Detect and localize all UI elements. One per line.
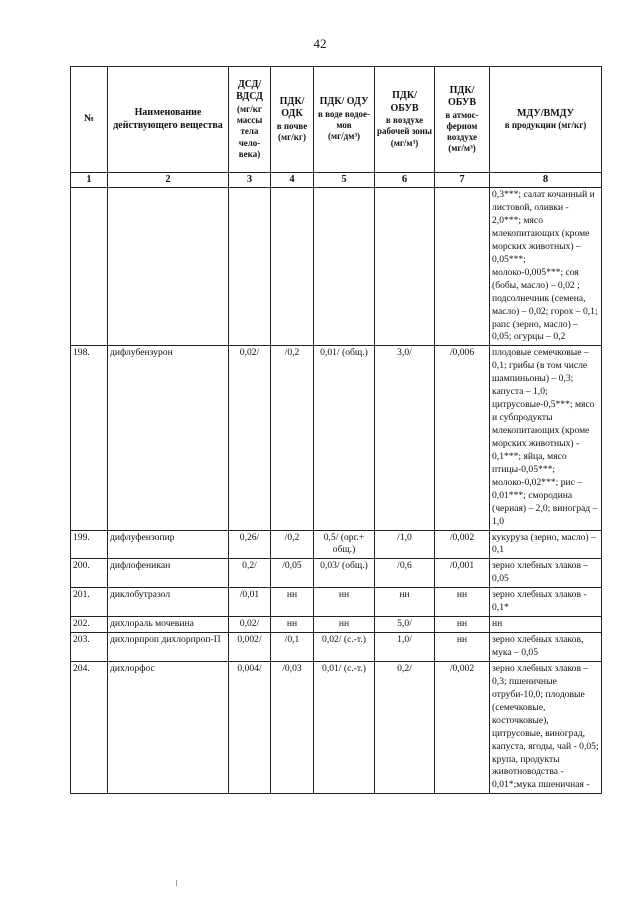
row-number: 198. (71, 346, 108, 530)
work-air-value (375, 188, 435, 346)
header-work-air-title: ПДК/ ОБУВ (390, 90, 419, 114)
header-soil-medium: в почве (276, 120, 308, 131)
soil-value: /0,2 (271, 530, 314, 559)
adi-value: 0,004/ (229, 661, 271, 793)
adi-value: 0,002/ (229, 633, 271, 662)
column-number: 8 (490, 173, 602, 188)
row-number (71, 188, 108, 346)
atm-air-value: /0,006 (435, 346, 490, 530)
substance-name: дифлубензурон (108, 346, 229, 530)
work-air-value: нн (375, 588, 435, 617)
water-value: 0,02/ (с.-т.) (314, 633, 375, 662)
water-value: 0,5/ (орг.+ общ.) (314, 530, 375, 559)
header-adi-title: ДСД/ ВДСД (236, 78, 263, 103)
work-air-value: /1,0 (375, 530, 435, 559)
column-number: 6 (375, 173, 435, 188)
soil-value: нн (271, 617, 314, 633)
soil-value (271, 188, 314, 346)
atm-air-value: нн (435, 588, 490, 617)
header-water (314, 67, 375, 173)
atm-air-value: /0,001 (435, 559, 490, 588)
page-number: 42 (313, 36, 327, 51)
header-water-medium: в воде водое-мов (317, 108, 371, 131)
pesticide-table (70, 66, 602, 794)
header-work-air-unit: (мг/м³) (390, 137, 419, 148)
water-value: 0,03/ (общ.) (314, 559, 375, 588)
table-row (71, 530, 602, 559)
header-atm-air-medium: в атмос-ферном воздухе (445, 109, 479, 142)
substance-name (108, 188, 229, 346)
header-soil-unit: (мг/кг) (278, 132, 306, 142)
table-row (71, 633, 602, 662)
mrl-value: плодовые семечковые – 0,1; грибы (в том числе шампиньоны) – 0,3; капуста – 1,0; цитрусовые-0,5***; мясо и субпродукты млекопитающих (кроме морских животных) - 0,1***; яйца, мясо птицы-0,05***; молоко-0,02***; рис – 0,01***; смородина (черная) – 2,0; виноград – 1,0 (490, 346, 602, 530)
header-work-air-medium: в воздухе рабочей зоны (377, 115, 432, 137)
row-number: 201. (71, 588, 108, 617)
substance-name: дихлорпроп дихлорпроп-П (108, 633, 229, 662)
water-value: 0,01/ (общ.) (314, 346, 375, 530)
header-adi (229, 67, 271, 173)
column-number-row (71, 173, 602, 188)
soil-value: /0,1 (271, 633, 314, 662)
substance-name: дифлуфензопир (108, 530, 229, 559)
row-number: 203. (71, 633, 108, 662)
column-number: 2 (108, 173, 229, 188)
work-air-value: 3,0/ (375, 346, 435, 530)
header-atm-air (435, 67, 490, 173)
mrl-value: зерно хлебных злаков – 0,05 (490, 559, 602, 588)
header-soil (271, 67, 314, 173)
soil-value: /0,2 (271, 346, 314, 530)
header-soil-title: ПДК/ ОДК (279, 95, 305, 120)
table-row (71, 588, 602, 617)
mrl-value: зерно хлебных злаков - 0,1* (490, 588, 602, 617)
table-body (71, 188, 602, 794)
substance-name: дифлофеникан (108, 559, 229, 588)
header-water-title: ПДК/ ОДУ (319, 96, 369, 108)
substance-name: дихлораль мочевина (108, 617, 229, 633)
adi-value: 0,2/ (229, 559, 271, 588)
mrl-value: 0,3***; салат кочанный и листовой, оливки - 2,0***; мясо млекопитающих (кроме морских животных) – 0,05***; молоко-0,005***; соя (бобы, масло) – 0,02 ; подсолнечник (семена, масло) – 0,02; горох – 0,1; рапс (зерно, масло) – 0,05; огурцы – 0,2 (490, 188, 602, 346)
row-number: 199. (71, 530, 108, 559)
row-number: 202. (71, 617, 108, 633)
header-atm-air-title: ПДК/ ОБУВ (447, 84, 477, 108)
header-atm-air-unit: (мг/м³) (448, 143, 476, 154)
header-adi-unit: (мг/кг массы тела чело-века) (236, 103, 263, 159)
scan-mark (176, 880, 177, 886)
atm-air-value: /0,002 (435, 530, 490, 559)
column-number: 3 (229, 173, 271, 188)
adi-value: 0,02/ (229, 617, 271, 633)
table-row (71, 559, 602, 588)
soil-value: /0,03 (271, 661, 314, 793)
column-number: 5 (314, 173, 375, 188)
mrl-value: кукуруза (зерно, масло) – 0,1 (490, 530, 602, 559)
work-air-value: 0,2/ (375, 661, 435, 793)
soil-value: /0,05 (271, 559, 314, 588)
water-value: нн (314, 588, 375, 617)
atm-air-value (435, 188, 490, 346)
water-value (314, 188, 375, 346)
work-air-value: 5,0/ (375, 617, 435, 633)
soil-value: нн (271, 588, 314, 617)
header-mrl (490, 67, 602, 173)
table-row (71, 661, 602, 793)
water-value: 0,01/ (с.-т.) (314, 661, 375, 793)
water-value: нн (314, 617, 375, 633)
header-row (71, 67, 602, 173)
table-row (71, 617, 602, 633)
mrl-value: зерно хлебных злаков, мука – 0,05 (490, 633, 602, 662)
row-number: 200. (71, 559, 108, 588)
header-mrl-unit: в продукции (мг/кг) (504, 120, 587, 131)
header-number: № (71, 67, 108, 173)
column-number: 7 (435, 173, 490, 188)
atm-air-value: нн (435, 633, 490, 662)
work-air-value: /0,6 (375, 559, 435, 588)
mrl-value: зерно хлебных злаков – 0,3; пшеничные отруби-10,0; плодовые (семечковые, косточковые), цитрусовые, виноград, капуста, ягоды, чай - 0,05; крупа, продукты животноводства - 0,01*;мука пшеничная - (490, 661, 602, 793)
atm-air-value: нн (435, 617, 490, 633)
work-air-value: 1,0/ (375, 633, 435, 662)
mrl-value: нн (490, 617, 602, 633)
row-number: 204. (71, 661, 108, 793)
column-number: 1 (71, 173, 108, 188)
column-number: 4 (271, 173, 314, 188)
adi-value: 0,02/ (229, 346, 271, 530)
adi-value (229, 188, 271, 346)
substance-name: дихлорфос (108, 661, 229, 793)
adi-value: 0,26/ (229, 530, 271, 559)
adi-value: /0,01 (229, 588, 271, 617)
table-row (71, 346, 602, 530)
header-substance-name: Наименование действующего вещества (108, 67, 229, 173)
atm-air-value: /0,002 (435, 661, 490, 793)
substance-name: диклобутразол (108, 588, 229, 617)
header-mrl-title: МДУ/ВМДУ (516, 107, 574, 119)
header-work-air (375, 67, 435, 173)
table-row (71, 188, 602, 346)
header-water-unit: (мг/дм³) (327, 131, 361, 142)
